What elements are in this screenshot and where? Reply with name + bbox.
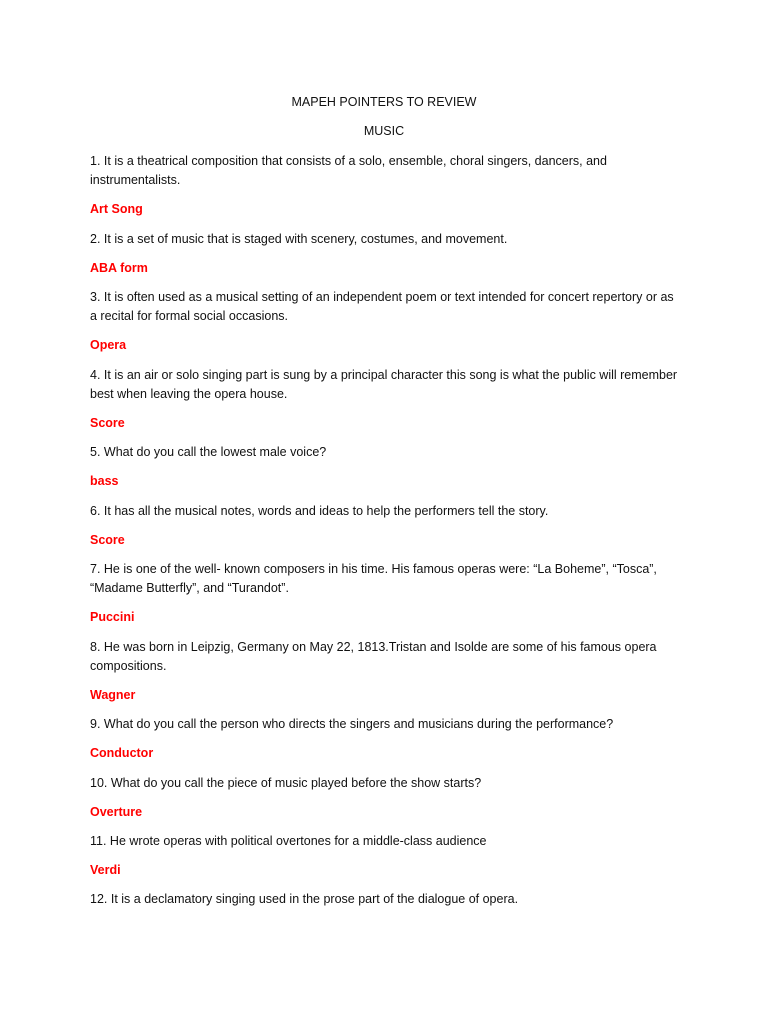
answer-8: Wagner: [90, 688, 136, 703]
answer-3: Opera: [90, 338, 127, 353]
answer-9: Conductor: [90, 746, 154, 761]
question-4: 4. It is an air or solo singing part is sung by a principal character this song is what the public will remember best when leaving the opera house.: [90, 367, 678, 401]
question-2: 2. It is a set of music that is staged with scenery, costumes, and movement.: [90, 231, 508, 246]
question-11: 11. He wrote operas with political overtones for a middle-class audience: [90, 834, 487, 849]
question-7: 7. He is one of the well- known composers in his time. His famous operas were: “La Boheme”, “Tosca”, “Madame Butterfly”, and “Turandot”.: [90, 562, 657, 596]
answer-10: Overture: [90, 804, 143, 819]
answer-4: Score: [90, 416, 125, 431]
answer-7: Puccini: [90, 610, 135, 625]
answer-6: Score: [90, 532, 125, 547]
question-list: [90, 152, 682, 920]
section-title: MUSIC: [363, 124, 405, 138]
question-10: 10. What do you call the piece of music played before the show starts?: [90, 775, 482, 790]
answer-11: Verdi: [90, 863, 121, 878]
question-5: 5. What do you call the lowest male voice?: [90, 445, 327, 460]
answer-5: bass: [90, 474, 119, 489]
question-9: 9. What do you call the person who directs the singers and musicians during the performance?: [90, 717, 614, 732]
question-8: 8. He was born in Leipzig, Germany on May 22, 1813.Tristan and Isolde are some of his famous opera compositions.: [90, 639, 657, 673]
question-12: 12. It is a declamatory singing used in the prose part of the dialogue of opera.: [90, 892, 519, 907]
answer-2: ABA form: [90, 260, 148, 275]
question-3: 3. It is often used as a musical setting of an independent poem or text intended for concert repertory or as a recital for formal social occasions.: [90, 290, 674, 324]
document-title: MAPEH POINTERS TO REVIEW: [291, 95, 477, 109]
question-1: 1. It is a theatrical composition that consists of a solo, ensemble, choral singers, dancers, and instrumentalists.: [90, 154, 607, 188]
question-6: 6. It has all the musical notes, words and ideas to help the performers tell the story.: [90, 503, 549, 518]
answer-1: Art Song: [90, 202, 143, 217]
